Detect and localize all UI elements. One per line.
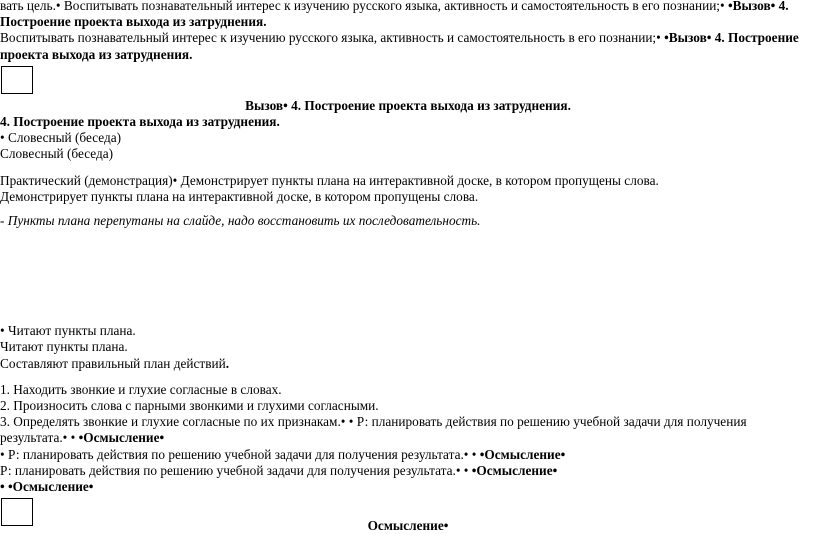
goal-stage-label: •Вызов• 4. bbox=[727, 0, 789, 13]
regulatory-skill-text: • Р: планировать действия по решению учебной задачи для получения результата.• • bbox=[0, 446, 480, 462]
compose-text: Составляют правильный план действий bbox=[0, 355, 226, 371]
students-read-bullet: • Читают пункты плана. bbox=[0, 323, 136, 339]
compose-period: . bbox=[225, 355, 230, 371]
regulatory-skill-text: Р: планировать действия по решению учебной задачи для получения результата.• • bbox=[0, 462, 472, 478]
paragraph-interest-line-2: проекта выхода из затруднения. bbox=[0, 46, 193, 62]
students-compose-plan bbox=[0, 356, 816, 372]
goal-text: вать цель.• Воспитывать познавательный интерес к изучению русского языка, активность и самостоятельность в его познании;• bbox=[0, 0, 728, 13]
reflection-label: •Осмысление• bbox=[479, 446, 566, 462]
stage-heading: 4. Построение проекта выхода из затруднения. bbox=[0, 114, 280, 130]
plan-item-1: 1. Находить звонкие и глухие согласные в словах. bbox=[0, 381, 282, 397]
plan-item-3-continued bbox=[0, 430, 816, 446]
regulatory-skill bbox=[0, 463, 816, 479]
paragraph-goal-line-2: Построение проекта выхода из затруднения. bbox=[0, 14, 267, 30]
paragraph-goal-line-1 bbox=[0, 0, 816, 14]
method-verbal: Словесный (беседа) bbox=[0, 146, 114, 162]
interest-stage-label: •Вызов• 4. Построение bbox=[664, 30, 799, 46]
reflection-heading: Осмысление• bbox=[367, 518, 449, 533]
method-verbal-bullet: • Словесный (беседа) bbox=[0, 130, 122, 146]
regulatory-skill-bullet bbox=[0, 447, 816, 463]
reflection-label: •Осмысление• bbox=[471, 462, 558, 478]
stage-heading-centered: Вызов• 4. Построение проекта выхода из затруднения. bbox=[245, 97, 571, 113]
slide-note: - Пункты плана перепутаны на слайде, надо восстановить их последовательность. bbox=[0, 213, 481, 229]
reflection-bullets: • •Осмысление• bbox=[0, 479, 94, 495]
plan-item-3: 3. Определять звонкие и глухие согласные по их признакам.• • Р: планировать действия по решению учебной задачи для получения bbox=[0, 414, 747, 430]
empty-table-cell bbox=[1, 66, 33, 94]
interest-text: Воспитывать познавательный интерес к изучению русского языка, активность и самостоятельность в его познании;• bbox=[0, 30, 665, 46]
paragraph-interest-line-1 bbox=[0, 30, 816, 46]
teacher-demonstration: Демонстрирует пункты плана на интерактивной доске, в котором пропущены слова. bbox=[0, 188, 479, 204]
plan-item-2: 2. Произносить слова с парными звонкими и глухими согласными. bbox=[0, 398, 379, 414]
plan-item-3-result: результата.• • bbox=[0, 430, 79, 446]
method-practical: Практический (демонстрация)• Демонстрирует пункты плана на интерактивной доске, в котором пропущены слова. bbox=[0, 172, 659, 188]
students-read: Читают пункты плана. bbox=[0, 339, 128, 355]
reflection-label: •Осмысление• bbox=[78, 430, 165, 446]
